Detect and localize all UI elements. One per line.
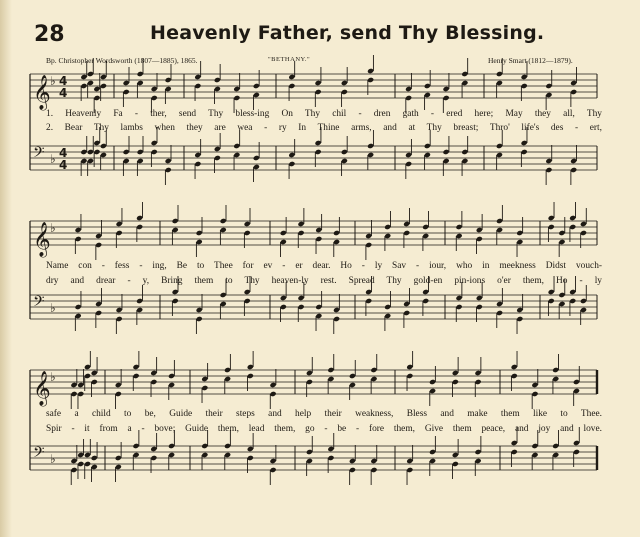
- flat-key-signature-icon: ♭: [50, 74, 56, 88]
- treble-clef-icon: 𝄞: [33, 222, 51, 257]
- time-signature-bottom: 4: [59, 86, 68, 100]
- composer-credit: Henry Smart (1812—1879).: [488, 56, 573, 65]
- system2-verse2-lyrics: dry and drear - y, Bring them to Thy heaven-ly rest. Spread Thy gold-en pin-ions o'er them, Ho - ly: [46, 276, 602, 286]
- hymn-number: 28: [34, 22, 65, 47]
- flat-key-signature-icon: ♭: [50, 452, 56, 466]
- system3-verse1-lyrics: safe a child to be, Guide their steps and help their weakness, Bless and make them like to Thee.: [46, 409, 602, 419]
- system2-verse1-lyrics: Name con - fess - ing, Be to Thee for ev - er dear. Ho - ly Sav - iour, who in meekness Didst vouch-: [46, 261, 602, 271]
- hymn-title: Heavenly Father, send Thy Blessing.: [150, 22, 545, 44]
- bass-clef-icon: 𝄢: [33, 144, 45, 165]
- time-signature-top: 4: [59, 74, 68, 88]
- bass-clef-icon: 𝄢: [33, 293, 45, 314]
- flat-key-signature-icon: ♭: [50, 301, 56, 315]
- system1-verse2-lyrics: 2. Bear Thy lambs when they are wea - ry In Thine arms, and at Thy breast; Thro' life's des - ert,: [46, 123, 602, 133]
- tune-name: "BETHANY.": [268, 56, 311, 63]
- treble-clef-icon: 𝄞: [33, 371, 51, 406]
- treble-clef-icon: 𝄞: [33, 75, 51, 110]
- author-credit: Bp. Christopher Wordsworth (1807—1885), 1865.: [46, 56, 198, 65]
- system1-verse1-lyrics: 1. Heavenly Fa - ther, send Thy bless-ing On Thy chil - dren gath - ered here; May they all, Thy: [46, 109, 602, 119]
- flat-key-signature-icon: ♭: [50, 221, 56, 235]
- time-signature-bottom: 4: [59, 158, 68, 172]
- system3-verse2-lyrics: Spir - it from a - bove; Guide them, lead them, go - be - fore them, Give them peace, and joy and love.: [46, 424, 602, 434]
- bass-clef-icon: 𝄢: [33, 444, 45, 465]
- flat-key-signature-icon: ♭: [50, 370, 56, 384]
- time-signature-top: 4: [59, 146, 68, 160]
- flat-key-signature-icon: ♭: [50, 152, 56, 166]
